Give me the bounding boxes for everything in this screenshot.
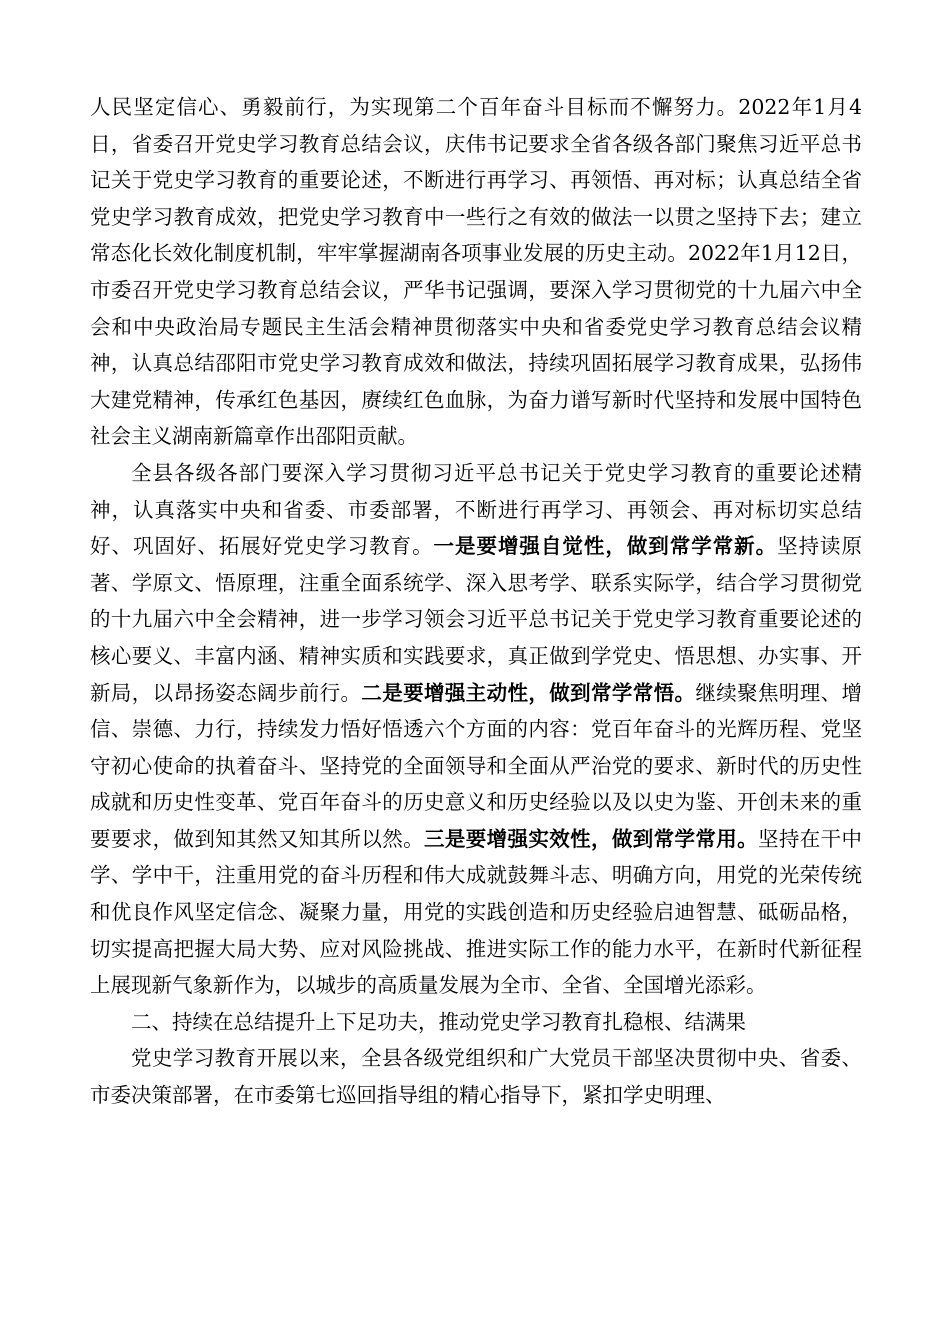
paragraph-county-requirements (90, 455, 862, 1004)
section-heading-two: 二、持续在总结提升上下足功夫，推动党史学习教育扎稳根、结满果 (131, 1009, 746, 1034)
point-three-body: 坚持在干中学、学中干，注重用党的奋斗历程和伟大成就鼓舞斗志、明确方向，用党的光荣传统和优良作风坚定信念、凝聚力量，用党的实践创造和历史经验启迪智慧、砥砺品格，切实提高把握大局大势、应对风险挑战、推进实际工作的能力水平，在新时代新征程上展现新气象新作为，以城步的高质量发展为全市、全省、全国增光添彩。 (90, 826, 862, 998)
paragraph-since-launch: 党史学习教育开展以来，全县各级党组织和广大党员干部坚决贯彻中央、省委、市委决策部署，在市委第七巡回指导组的精心指导下，紧扣学史明理、 (90, 1046, 862, 1108)
point-one-title: 一是要增强自觉性，做到常学常新。 (433, 534, 778, 559)
paragraph-intro: 全县各级各部门要深入学习贯彻习近平总书记关于党史学习教育的重要论述精神，认真落实中央和省委、市委部署，不断进行再学习、再领会、再对标切实总结好、巩固好、拓展好党史学习教育。 (90, 460, 862, 559)
paragraph-conference-summary: 人民坚定信心、勇毅前行，为实现第二个百年奋斗目标而不懈努力。2022年1月4日，省委召开党史学习教育总结会议，庆伟书记要求全省各级各部门聚焦习近平总书记关于党史学习教育的重要论述，不断进行再学习、再领悟、再对标；认真总结全省党史学习教育成效，把党史学习教育中一些行之有效的做法一以贯之坚持下去；建立常态化长效化制度机制，牢牢掌握湖南各项事业发展的历史主动。2022年1月12日，市委召开党史学习教育总结会议，严华书记强调，要深入学习贯彻党的十九届六中全会和中央政治局专题民主生活会精神贯彻落实中央和省委党史学习教育总结会议精神，认真总结邵阳市党史学习教育成效和做法，持续巩固拓展学习教育成果，弘扬伟大建党精神，传承红色基因，赓续红色血脉，为奋力谱写新时代坚持和发展中国特色社会主义湖南新篇章作出邵阳贡献。 (90, 95, 862, 449)
point-one-body: 坚持读原著、学原文、悟原理，注重全面系统学、深入思考学、联系实际学，结合学习贯彻党的十九届六中全会精神，进一步学习领会习近平总书记关于党史学习教育重要论述的核心要义、丰富内涵、精神实质和实践要求，真正做到学党史、悟思想、办实事、开新局，以昂扬姿态阔步前行。 (90, 534, 863, 705)
point-two-title: 二是要增强主动性，做到常学常悟。 (361, 680, 696, 705)
document-page (90, 89, 862, 1114)
point-three-title: 三是要增强实效性，做到常学常用。 (424, 826, 758, 851)
point-two-body: 继续聚焦明理、增信、崇德、力行，持续发力悟好悟透六个方面的内容：党百年奋斗的光辉历程、党坚守初心使命的执着奋斗、坚持党的全面领导和全面从严治党的要求、新时代的历史性成就和历史性变革、党百年奋斗的历史意义和历史经验以及以史为鉴、开创未来的重要要求，做到知其然又知其所以然。 (90, 680, 862, 851)
